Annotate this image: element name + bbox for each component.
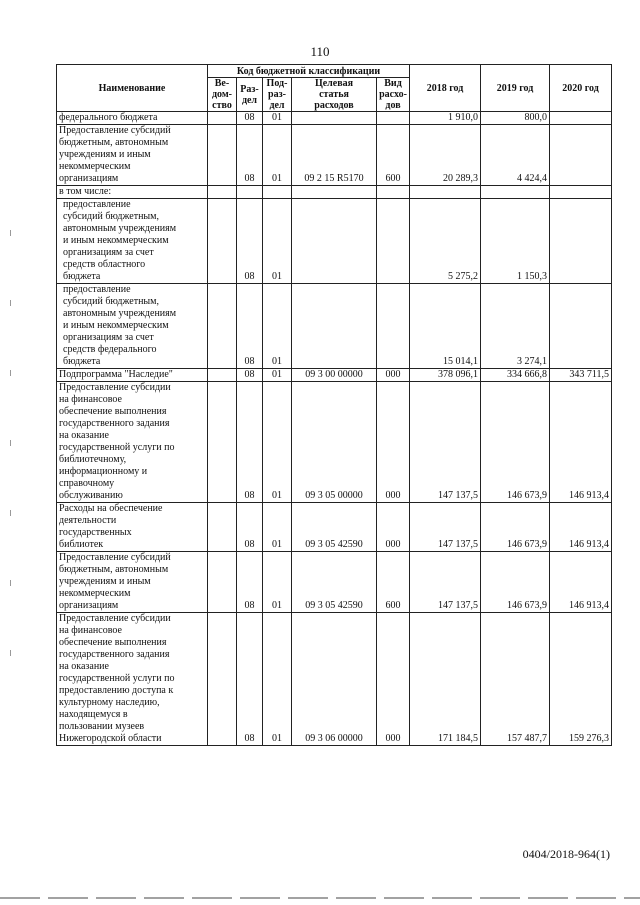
row-subsection-cell: 01 bbox=[263, 284, 292, 369]
header-subsection: Под- раз- дел bbox=[263, 78, 292, 112]
row-2020-cell bbox=[550, 199, 612, 284]
scan-bottom-rule bbox=[0, 897, 640, 899]
row-section-cell: 08 bbox=[237, 503, 263, 552]
row-section-cell: 08 bbox=[237, 125, 263, 186]
row-target-article-cell: 09 3 00 00000 bbox=[292, 369, 377, 382]
row-2018-cell: 15 014,1 bbox=[410, 284, 481, 369]
row-section-cell: 08 bbox=[237, 369, 263, 382]
row-department-cell bbox=[208, 369, 237, 382]
table-row bbox=[57, 503, 612, 552]
row-target-article-cell: 09 3 05 42590 bbox=[292, 552, 377, 613]
row-2019-cell: 334 666,8 bbox=[481, 369, 550, 382]
header-section: Раз- дел bbox=[237, 78, 263, 112]
page-number: 110 bbox=[310, 44, 330, 59]
row-2018-cell bbox=[410, 186, 481, 199]
row-subsection-cell: 01 bbox=[263, 382, 292, 503]
table-body bbox=[57, 112, 612, 746]
table-row bbox=[57, 199, 612, 284]
row-section-cell: 08 bbox=[237, 284, 263, 369]
row-2020-cell: 146 913,4 bbox=[550, 382, 612, 503]
row-section-cell bbox=[237, 186, 263, 199]
row-target-article-cell bbox=[292, 112, 377, 125]
row-target-article-cell: 09 3 06 00000 bbox=[292, 613, 377, 746]
row-department-cell bbox=[208, 503, 237, 552]
header-department: Ве- дом- ство bbox=[208, 78, 237, 112]
table-row bbox=[57, 552, 612, 613]
row-2019-cell bbox=[481, 186, 550, 199]
row-department-cell bbox=[208, 552, 237, 613]
table-row bbox=[57, 284, 612, 369]
row-expense-type-cell: 600 bbox=[377, 552, 410, 613]
row-2020-cell bbox=[550, 125, 612, 186]
row-2020-cell: 146 913,4 bbox=[550, 503, 612, 552]
table-row bbox=[57, 369, 612, 382]
row-target-article-cell: 09 3 05 42590 bbox=[292, 503, 377, 552]
row-2019-cell: 146 673,9 bbox=[481, 552, 550, 613]
row-department-cell bbox=[208, 284, 237, 369]
header-target-article: Целевая статья расходов bbox=[292, 78, 377, 112]
table-row bbox=[57, 125, 612, 186]
row-2019-cell: 1 150,3 bbox=[481, 199, 550, 284]
row-subsection-cell: 01 bbox=[263, 125, 292, 186]
row-expense-type-cell: 000 bbox=[377, 613, 410, 746]
row-name-cell: Расходы на обеспечение деятельности государственных библиотек bbox=[57, 503, 208, 552]
row-2018-cell: 378 096,1 bbox=[410, 369, 481, 382]
row-name-cell: Предоставление субсидии на финансовое обеспечение выполнения государственного задания на оказание государственной услуги по предоставлению доступа к культурному наследию, находящемуся в пользовании музеев Нижегородской области bbox=[57, 613, 208, 746]
row-section-cell: 08 bbox=[237, 382, 263, 503]
row-section-cell: 08 bbox=[237, 613, 263, 746]
row-2020-cell bbox=[550, 186, 612, 199]
row-name-cell: Предоставление субсидии на финансовое обеспечение выполнения государственного задания на оказание государственной услуги по библиотечному, информационному и справочному обслуживанию bbox=[57, 382, 208, 503]
row-department-cell bbox=[208, 125, 237, 186]
row-department-cell bbox=[208, 186, 237, 199]
row-2020-cell: 146 913,4 bbox=[550, 552, 612, 613]
row-name-cell: Предоставление субсидий бюджетным, автономным учреждениям и иным некоммерческим организациям bbox=[57, 125, 208, 186]
row-2018-cell: 147 137,5 bbox=[410, 552, 481, 613]
row-subsection-cell: 01 bbox=[263, 552, 292, 613]
row-target-article-cell bbox=[292, 186, 377, 199]
row-target-article-cell: 09 2 15 R5170 bbox=[292, 125, 377, 186]
row-2020-cell: 159 276,3 bbox=[550, 613, 612, 746]
table-row bbox=[57, 186, 612, 199]
budget-table bbox=[56, 64, 612, 746]
row-2018-cell: 147 137,5 bbox=[410, 503, 481, 552]
row-name-cell: Подпрограмма "Наследие" bbox=[57, 369, 208, 382]
header-classification-group: Код бюджетной классификации bbox=[208, 65, 410, 78]
row-expense-type-cell: 600 bbox=[377, 125, 410, 186]
row-name-cell: Предоставление субсидий бюджетным, автономным учреждениям и иным некоммерческим организациям bbox=[57, 552, 208, 613]
row-department-cell bbox=[208, 613, 237, 746]
row-name-cell: федерального бюджета bbox=[57, 112, 208, 125]
row-department-cell bbox=[208, 199, 237, 284]
row-name-cell: в том числе: bbox=[57, 186, 208, 199]
row-expense-type-cell bbox=[377, 186, 410, 199]
row-name-cell: предоставление субсидий бюджетным, автономным учреждениям и иным некоммерческим организациям за счет средств федерального бюджета bbox=[57, 284, 208, 369]
row-expense-type-cell: 000 bbox=[377, 382, 410, 503]
document-code: 0404/2018-964(1) bbox=[522, 847, 610, 861]
row-2018-cell: 1 910,0 bbox=[410, 112, 481, 125]
row-section-cell: 08 bbox=[237, 112, 263, 125]
row-name-cell: предоставление субсидий бюджетным, автономным учреждениям и иным некоммерческим организациям за счет средств областного бюджета bbox=[57, 199, 208, 284]
row-2020-cell bbox=[550, 112, 612, 125]
row-expense-type-cell bbox=[377, 112, 410, 125]
header-year-2018: 2018 год bbox=[410, 65, 481, 112]
row-subsection-cell bbox=[263, 186, 292, 199]
header-name: Наименование bbox=[57, 65, 208, 112]
row-expense-type-cell bbox=[377, 284, 410, 369]
row-2020-cell bbox=[550, 284, 612, 369]
row-department-cell bbox=[208, 382, 237, 503]
row-expense-type-cell: 000 bbox=[377, 369, 410, 382]
row-expense-type-cell: 000 bbox=[377, 503, 410, 552]
row-target-article-cell: 09 3 05 00000 bbox=[292, 382, 377, 503]
row-2019-cell: 4 424,4 bbox=[481, 125, 550, 186]
row-subsection-cell: 01 bbox=[263, 112, 292, 125]
header-year-2020: 2020 год bbox=[550, 65, 612, 112]
row-target-article-cell bbox=[292, 199, 377, 284]
table-row bbox=[57, 382, 612, 503]
row-subsection-cell: 01 bbox=[263, 199, 292, 284]
row-2018-cell: 147 137,5 bbox=[410, 382, 481, 503]
row-2018-cell: 5 275,2 bbox=[410, 199, 481, 284]
row-2019-cell: 146 673,9 bbox=[481, 503, 550, 552]
row-2018-cell: 171 184,5 bbox=[410, 613, 481, 746]
table-row bbox=[57, 613, 612, 746]
table-row bbox=[57, 112, 612, 125]
row-subsection-cell: 01 bbox=[263, 613, 292, 746]
row-section-cell: 08 bbox=[237, 552, 263, 613]
row-section-cell: 08 bbox=[237, 199, 263, 284]
row-2019-cell: 3 274,1 bbox=[481, 284, 550, 369]
row-expense-type-cell bbox=[377, 199, 410, 284]
row-2019-cell: 800,0 bbox=[481, 112, 550, 125]
row-2018-cell: 20 289,3 bbox=[410, 125, 481, 186]
row-subsection-cell: 01 bbox=[263, 503, 292, 552]
row-subsection-cell: 01 bbox=[263, 369, 292, 382]
row-2020-cell: 343 711,5 bbox=[550, 369, 612, 382]
row-2019-cell: 157 487,7 bbox=[481, 613, 550, 746]
scan-edge-marks bbox=[10, 230, 11, 660]
row-target-article-cell bbox=[292, 284, 377, 369]
row-department-cell bbox=[208, 112, 237, 125]
row-2019-cell: 146 673,9 bbox=[481, 382, 550, 503]
header-expense-type: Вид расхо- дов bbox=[377, 78, 410, 112]
header-year-2019: 2019 год bbox=[481, 65, 550, 112]
